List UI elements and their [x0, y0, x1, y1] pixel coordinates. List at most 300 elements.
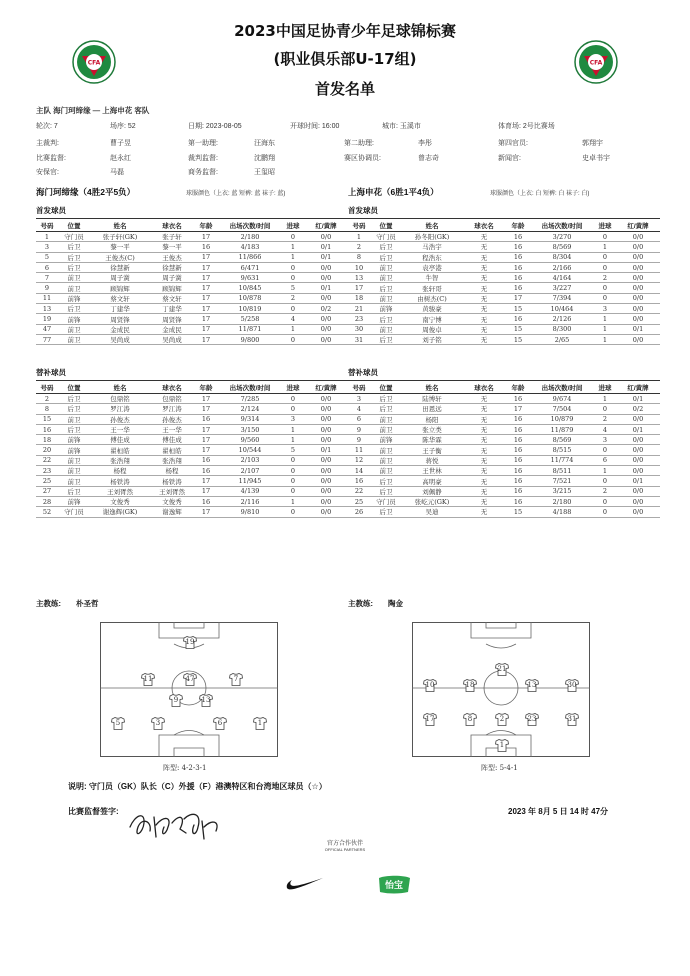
column-header-cards: 红/黄牌	[304, 381, 348, 394]
table-row	[36, 314, 348, 324]
cell-goals: 0	[594, 283, 616, 293]
table-row	[36, 394, 348, 404]
cell-shirt-name: 王俊杰	[150, 252, 194, 262]
cell-name: 丁建华	[90, 304, 150, 314]
cell-appearances: 2/180	[218, 232, 282, 242]
cell-name: 蔡文轩	[90, 293, 150, 303]
cell-goals: 1	[594, 466, 616, 476]
commercial-label: 商务监督:	[188, 169, 218, 176]
cell-age: 17	[194, 476, 218, 486]
cell-appearances: 5/258	[218, 314, 282, 324]
cell-position: 前卫	[58, 466, 90, 476]
cell-appearances: 4/188	[530, 507, 594, 517]
cell-shirt-name: 张子轩	[150, 232, 194, 242]
player-jersey	[463, 713, 477, 726]
cell-number: 47	[36, 324, 58, 334]
cell-name: 王刘胥然	[90, 486, 150, 496]
cell-appearances: 10/464	[530, 304, 594, 314]
jersey-number: 8	[467, 715, 473, 723]
cell-goals: 2	[594, 414, 616, 424]
cell-number: 17	[348, 283, 370, 293]
media-value: 史卓书宇	[582, 155, 610, 162]
cell-appearances: 8/511	[530, 466, 594, 476]
cell-age: 16	[506, 283, 530, 293]
jersey-number: 47	[185, 675, 195, 683]
cell-number: 14	[348, 466, 370, 476]
table-row	[348, 496, 660, 506]
cell-position: 守门员	[370, 496, 402, 506]
cell-cards: 0/0	[616, 283, 660, 293]
cell-age: 17	[194, 507, 218, 517]
table-row	[348, 252, 660, 262]
player-jersey	[253, 717, 267, 730]
cell-goals: 1	[282, 252, 304, 262]
cell-cards: 0/0	[616, 507, 660, 517]
cell-number: 2	[36, 394, 58, 404]
cell-age: 17	[506, 293, 530, 303]
cell-name: 周子黉	[90, 273, 150, 283]
jersey-number: 23	[527, 715, 537, 723]
cell-goals: 1	[282, 324, 304, 334]
cell-shirt-name: 无	[462, 293, 506, 303]
commercial-value: 王玺昭	[254, 169, 275, 176]
supervisor-value: 赵永红	[110, 155, 131, 162]
cell-age: 17	[194, 283, 218, 293]
cell-goals: 2	[594, 486, 616, 496]
column-header-goals: 进球	[594, 381, 616, 394]
cell-number: 3	[348, 394, 370, 404]
cell-age: 16	[506, 394, 530, 404]
cell-number: 52	[36, 507, 58, 517]
cell-age: 15	[506, 334, 530, 344]
column-header-position: 位置	[370, 381, 402, 394]
cell-shirt-name: 罗江涛	[150, 404, 194, 414]
cell-goals: 0	[594, 507, 616, 517]
cell-name: 袁亭港	[402, 262, 462, 272]
cell-goals: 2	[282, 293, 304, 303]
cell-age: 16	[506, 273, 530, 283]
cell-number: 3	[36, 242, 58, 252]
cell-shirt-name: 徐慧新	[150, 262, 194, 272]
cell-position: 前锋	[58, 496, 90, 506]
cell-shirt-name: 无	[462, 455, 506, 465]
cell-goals: 1	[282, 242, 304, 252]
cell-appearances: 2/103	[218, 455, 282, 465]
cell-shirt-name: 吴尚成	[150, 334, 194, 344]
cell-appearances: 10/879	[530, 414, 594, 424]
cell-goals: 0	[594, 404, 616, 414]
cell-position: 前卫	[58, 455, 90, 465]
table-row	[348, 293, 660, 303]
jersey-number: 1	[257, 719, 263, 727]
cell-appearances: 2/124	[218, 404, 282, 414]
table-row	[36, 324, 348, 334]
cell-age: 16	[194, 496, 218, 506]
ar2-label: 第二助理:	[344, 140, 374, 147]
cell-goals: 1	[282, 424, 304, 434]
jersey-number: 9	[173, 696, 179, 704]
table-row	[36, 404, 348, 414]
jersey-number: 31	[567, 715, 577, 723]
cell-age: 17	[194, 334, 218, 344]
cell-goals: 0	[282, 304, 304, 314]
cell-cards: 0/0	[304, 496, 348, 506]
home-team-name: 海门珂缔缘（4胜2平5负）	[36, 187, 136, 197]
cell-name: 田恩远	[402, 404, 462, 414]
home-starters-table	[36, 218, 348, 345]
cell-name: 王一华	[90, 424, 150, 434]
away-formation-pitch	[412, 622, 590, 757]
coord-label: 赛区协调员:	[344, 155, 381, 162]
cell-cards: 0/0	[304, 486, 348, 496]
cell-cards: 0/2	[616, 404, 660, 414]
cell-age: 16	[194, 242, 218, 252]
cell-position: 后卫	[370, 476, 402, 486]
table-row	[348, 304, 660, 314]
cell-appearances: 2/166	[530, 262, 594, 272]
cell-number: 13	[36, 304, 58, 314]
table-row	[36, 435, 348, 445]
player-jersey	[495, 663, 509, 676]
cell-number: 20	[36, 445, 58, 455]
cell-position: 前卫	[370, 262, 402, 272]
assessor-label: 裁判监督:	[188, 155, 218, 162]
cell-number: 2	[348, 242, 370, 252]
cell-number: 6	[348, 414, 370, 424]
table-row	[348, 394, 660, 404]
cell-shirt-name: 周子黉	[150, 273, 194, 283]
cell-cards: 0/0	[304, 273, 348, 283]
table-row	[36, 466, 348, 476]
fourth-label: 第四官员:	[498, 140, 528, 147]
cell-cards: 0/0	[616, 232, 660, 242]
jersey-number: 17	[425, 715, 435, 723]
table-row	[348, 507, 660, 517]
cell-shirt-name: 无	[462, 507, 506, 517]
table-row	[348, 262, 660, 272]
cell-position: 后卫	[58, 404, 90, 414]
cell-age: 16	[506, 486, 530, 496]
cell-goals: 0	[594, 496, 616, 506]
column-header-cards: 红/黄牌	[616, 381, 660, 394]
cell-age: 16	[506, 424, 530, 434]
venue: 体育场: 2号比赛场	[498, 123, 555, 130]
cell-appearances: 9/560	[218, 435, 282, 445]
away-kit-colors: 球服颜色（上衣: 白 短裤: 白 袜子: 白)	[490, 191, 590, 197]
cell-shirt-name: 丁建华	[150, 304, 194, 314]
cell-age: 16	[506, 314, 530, 324]
title-line3: 首发名单	[314, 80, 375, 98]
cell-age: 16	[506, 455, 530, 465]
cell-age: 17	[194, 232, 218, 242]
table-header-row	[36, 381, 348, 394]
cell-position: 前卫	[58, 273, 90, 283]
player-jersey	[141, 673, 155, 686]
cell-name: 由树杰(C)	[402, 293, 462, 303]
cell-appearances: 7/504	[530, 404, 594, 414]
security-value: 马磊	[110, 169, 124, 176]
cell-shirt-name: 包鼎铭	[150, 394, 194, 404]
cell-number: 9	[348, 424, 370, 434]
player-jersey	[229, 673, 243, 686]
column-header-age: 年龄	[194, 381, 218, 394]
cell-goals: 1	[594, 242, 616, 252]
cell-shirt-name: 无	[462, 334, 506, 344]
pitch-markings	[412, 622, 590, 757]
cell-age: 15	[506, 507, 530, 517]
cell-age: 17	[194, 262, 218, 272]
table-row	[348, 314, 660, 324]
jersey-number: 2	[499, 715, 505, 723]
cell-appearances: 9/800	[218, 334, 282, 344]
cell-name: 张立类	[402, 424, 462, 434]
table-row	[36, 283, 348, 293]
cell-position: 后卫	[370, 283, 402, 293]
title-line2: (职业俱乐部U-17组)	[273, 50, 417, 68]
player-jersey	[565, 679, 579, 692]
table-row	[348, 273, 660, 283]
column-header-shirt-name: 球衣名	[462, 219, 506, 232]
cell-shirt-name: 金成民	[150, 324, 194, 334]
cell-appearances: 9/314	[218, 414, 282, 424]
cell-name: 杨阳	[402, 414, 462, 424]
cell-goals: 0	[594, 232, 616, 242]
cell-number: 26	[348, 507, 370, 517]
cell-appearances: 11/774	[530, 455, 594, 465]
kickoff-time: 开球时间: 16:00	[290, 123, 340, 130]
cell-position: 前卫	[58, 334, 90, 344]
cell-age: 17	[194, 435, 218, 445]
cell-goals: 1	[282, 496, 304, 506]
cell-name: 杨程	[90, 466, 150, 476]
cell-goals: 0	[282, 486, 304, 496]
cell-name: 翟桓皓	[90, 445, 150, 455]
column-header-goals: 进球	[282, 219, 304, 232]
table-row	[36, 262, 348, 272]
cell-age: 17	[194, 394, 218, 404]
jersey-number: 3	[155, 719, 161, 727]
column-header-number: 号码	[36, 381, 58, 394]
cell-goals: 3	[282, 414, 304, 424]
column-header-position: 位置	[58, 381, 90, 394]
assessor-value: 沈鹏翔	[254, 155, 275, 162]
cell-number: 16	[348, 476, 370, 486]
home-subs-table	[36, 380, 348, 518]
cell-cards: 0/0	[616, 262, 660, 272]
column-header-appearances: 出场次数/时间	[218, 381, 282, 394]
partner-cn: 官方合作伙伴	[326, 841, 363, 847]
cell-cards: 0/0	[616, 252, 660, 262]
table-row	[36, 304, 348, 314]
cell-cards: 0/0	[304, 507, 348, 517]
cell-cards: 0/0	[616, 293, 660, 303]
cell-cards: 0/1	[616, 476, 660, 486]
jersey-number: 5	[115, 719, 121, 727]
cell-name: 刘子铭	[402, 334, 462, 344]
cell-appearances: 4/183	[218, 242, 282, 252]
cell-goals: 0	[282, 455, 304, 465]
cell-shirt-name: 无	[462, 414, 506, 424]
cell-goals: 0	[282, 394, 304, 404]
cell-name: 南宁博	[402, 314, 462, 324]
cell-name: 黎一平	[90, 242, 150, 252]
column-header-position: 位置	[58, 219, 90, 232]
cell-age: 16	[194, 466, 218, 476]
table-row	[36, 232, 348, 242]
table-row	[36, 496, 348, 506]
table-header-row	[348, 381, 660, 394]
cell-cards: 0/0	[304, 314, 348, 324]
legend-note: 说明: 守门员（GK）队长（C）外援（F）港澳特区和台湾地区球员（☆）	[68, 782, 327, 791]
cell-appearances: 10/878	[218, 293, 282, 303]
cell-number: 5	[36, 252, 58, 262]
cell-position: 后卫	[58, 394, 90, 404]
table-row	[36, 242, 348, 252]
table-row	[36, 293, 348, 303]
column-header-age: 年龄	[506, 219, 530, 232]
ar1-value: 汪海东	[254, 140, 275, 147]
cell-position: 前卫	[370, 424, 402, 434]
cell-appearances: 8/304	[530, 252, 594, 262]
cell-cards: 0/0	[616, 304, 660, 314]
cell-number: 10	[348, 262, 370, 272]
cell-appearances: 2/126	[530, 314, 594, 324]
cell-number: 12	[348, 455, 370, 465]
cell-number: 23	[36, 466, 58, 476]
cell-appearances: 7/394	[530, 293, 594, 303]
cell-appearances: 3/150	[218, 424, 282, 434]
table-header-row	[348, 219, 660, 232]
cell-goals: 3	[594, 304, 616, 314]
jersey-number: 6	[217, 719, 223, 727]
column-header-shirt-name: 球衣名	[150, 381, 194, 394]
cell-age: 16	[506, 262, 530, 272]
cell-shirt-name: 周贤锋	[150, 314, 194, 324]
cell-appearances: 10/544	[218, 445, 282, 455]
cell-name: 陆博轩	[402, 394, 462, 404]
table-row	[348, 283, 660, 293]
cell-position: 前卫	[58, 324, 90, 334]
cell-shirt-name: 翟桓皓	[150, 445, 194, 455]
security-label: 安保官:	[36, 169, 59, 176]
cell-number: 31	[348, 334, 370, 344]
cell-name: 张浩翔	[90, 455, 150, 465]
cell-goals: 0	[282, 232, 304, 242]
cell-goals: 6	[594, 455, 616, 465]
cell-cards: 0/0	[616, 486, 660, 496]
cell-position: 后卫	[58, 486, 90, 496]
supervisor-signature	[120, 797, 230, 852]
table-row	[36, 334, 348, 344]
cell-appearances: 2/116	[218, 496, 282, 506]
title-line1: 2023中国足协青少年足球锦标赛	[234, 22, 456, 40]
cell-shirt-name: 无	[462, 424, 506, 434]
cell-cards: 0/1	[616, 324, 660, 334]
cell-cards: 0/1	[304, 283, 348, 293]
cell-name: 顾锦辉	[90, 283, 150, 293]
column-header-goals: 进球	[282, 381, 304, 394]
cell-shirt-name: 无	[462, 466, 506, 476]
cell-age: 16	[506, 435, 530, 445]
player-jersey	[213, 717, 227, 730]
table-row	[348, 232, 660, 242]
cell-position: 后卫	[370, 486, 402, 496]
cell-name: 周俊卓	[402, 324, 462, 334]
ar1-label: 第一助理:	[188, 140, 218, 147]
table-row	[36, 414, 348, 424]
cell-appearances: 11/866	[218, 252, 282, 262]
cell-appearances: 8/300	[530, 324, 594, 334]
cell-age: 16	[506, 476, 530, 486]
away-subs-heading: 替补球员	[348, 368, 378, 377]
cell-name: 徐慧新	[90, 262, 150, 272]
cell-shirt-name: 无	[462, 262, 506, 272]
cell-goals: 2	[594, 273, 616, 283]
fourth-value: 郭翔宇	[582, 140, 603, 147]
column-header-appearances: 出场次数/时间	[218, 219, 282, 232]
player-jersey	[525, 713, 539, 726]
player-jersey	[183, 636, 197, 649]
cell-position: 后卫	[58, 262, 90, 272]
cell-age: 17	[194, 314, 218, 324]
cell-name: 张轩哥	[402, 283, 462, 293]
cell-position: 前锋	[58, 293, 90, 303]
cell-appearances: 8/515	[530, 445, 594, 455]
cell-number: 19	[36, 314, 58, 324]
jersey-number: 21	[497, 665, 507, 673]
cell-name: 罗江涛	[90, 404, 150, 414]
cell-number: 9	[36, 283, 58, 293]
player-jersey	[169, 694, 183, 707]
cell-cards: 0/0	[304, 394, 348, 404]
cell-position: 后卫	[58, 242, 90, 252]
column-header-cards: 红/黄牌	[304, 219, 348, 232]
table-row	[36, 486, 348, 496]
jersey-number: 1	[499, 741, 505, 749]
cell-goals: 0	[282, 334, 304, 344]
cell-cards: 0/0	[304, 334, 348, 344]
cell-appearances: 11/945	[218, 476, 282, 486]
cell-age: 16	[194, 414, 218, 424]
media-label: 新闻官:	[498, 155, 521, 162]
cell-age: 17	[194, 304, 218, 314]
cell-age: 17	[506, 404, 530, 414]
cell-cards: 0/0	[616, 334, 660, 344]
cell-cards: 0/0	[304, 424, 348, 434]
cell-cards: 0/0	[616, 414, 660, 424]
cell-age: 16	[506, 232, 530, 242]
cell-shirt-name: 王一华	[150, 424, 194, 434]
cell-position: 后卫	[370, 507, 402, 517]
cell-age: 17	[194, 252, 218, 262]
table-row	[348, 476, 660, 486]
cell-number: 25	[36, 476, 58, 486]
table-row	[36, 455, 348, 465]
cell-position: 前卫	[370, 293, 402, 303]
cell-name: 牛智	[402, 273, 462, 283]
column-header-name: 姓名	[90, 381, 150, 394]
referee-value: 曹子昱	[110, 140, 131, 147]
cell-position: 前卫	[370, 455, 402, 465]
city: 城市: 玉溪市	[382, 123, 421, 130]
signature-label: 比赛监督签字:	[68, 807, 119, 816]
cell-cards: 0/0	[616, 273, 660, 283]
cell-position: 前卫	[370, 273, 402, 283]
jersey-number: 10	[425, 681, 435, 689]
svg-text:CFA: CFA	[589, 59, 603, 67]
jersey-number: 13	[201, 696, 211, 704]
table-row	[36, 476, 348, 486]
